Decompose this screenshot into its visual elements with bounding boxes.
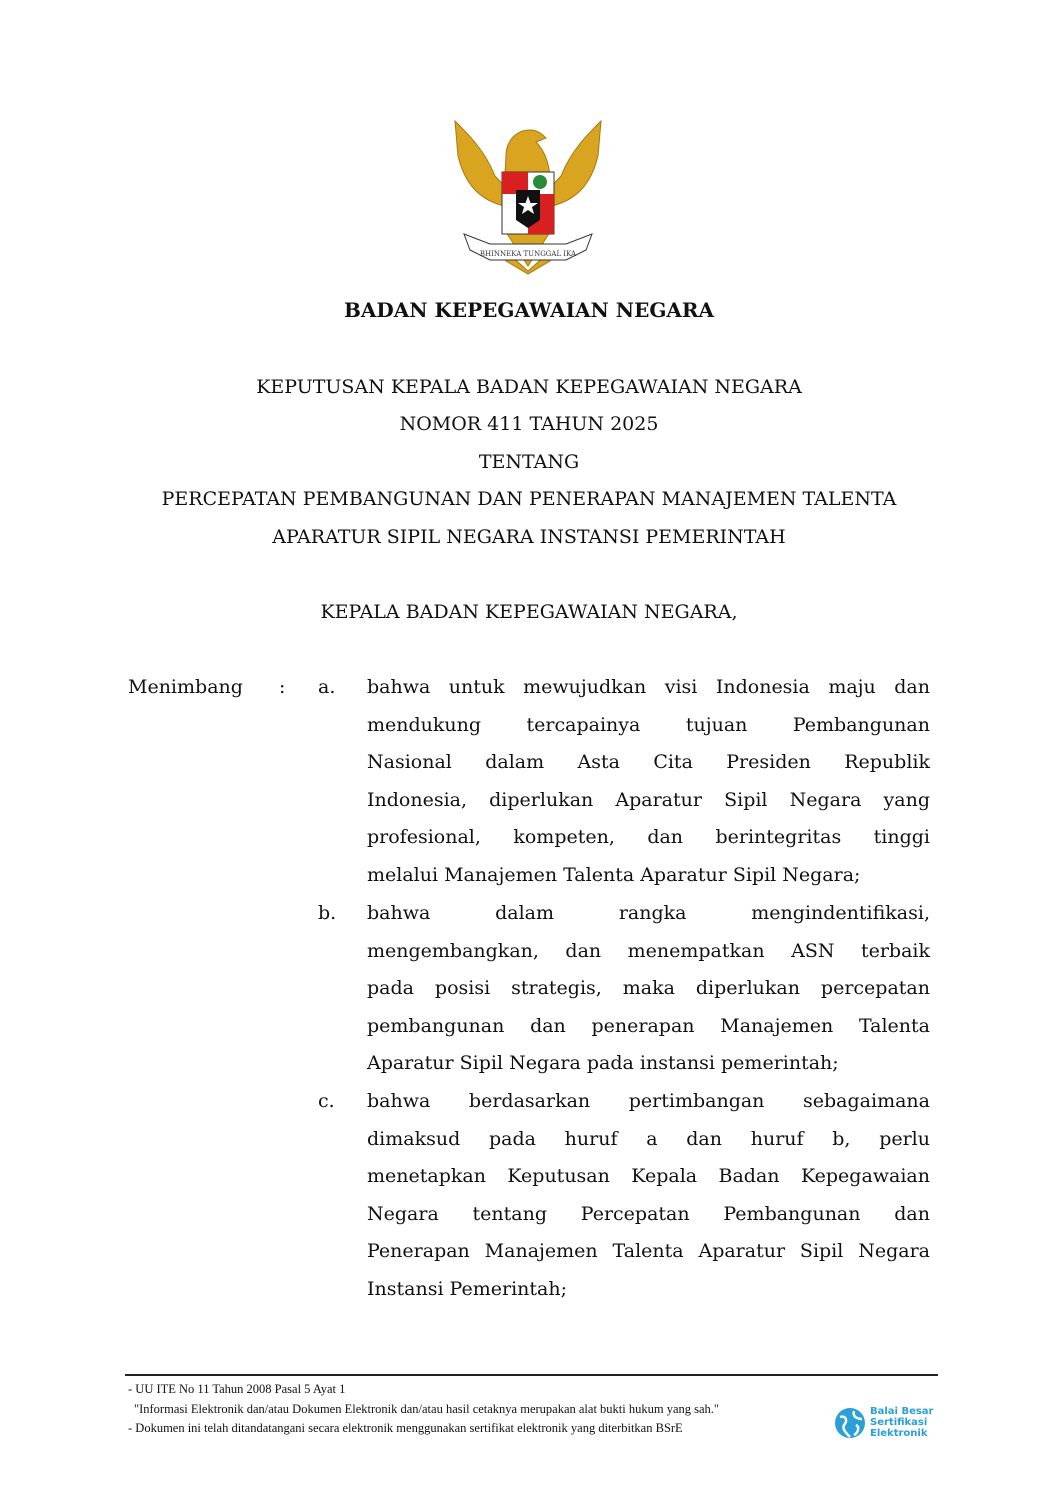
text-line: melalui Manajemen Talenta Aparatur Sipil Negara; [367,863,861,886]
footer-signature-note: - Dokumen ini telah ditandatangani secara elektronik menggunakan sertifikat elektronik yang diterbitkan BSrE [128,1421,683,1435]
text-line: mendukung tercapainya tujuan Pembangunan [367,713,930,736]
footer-law-reference: - UU ITE No 11 Tahun 2008 Pasal 5 Ayat 1 [128,1382,346,1396]
bsre-logo-line: Balai Besar [870,1406,934,1417]
text-line: profesional, kompeten, dan berintegritas tinggi [367,826,930,849]
item-letter-b: b. [318,902,337,924]
text-line: Penerapan Manajemen Talenta Aparatur Sipil Negara [367,1240,930,1263]
text-line: pada posisi strategis, maka diperlukan percepatan [367,977,930,1000]
text-line: bahwa berdasarkan pertimbangan sebagaimana [367,1090,930,1112]
globe-icon [834,1407,866,1439]
menimbang-item-a [367,669,930,895]
menimbang-label: Menimbang [128,676,243,698]
text-line: menetapkan Keputusan Kepala Badan Kepegawaian [367,1165,930,1188]
text-line: mengembangkan, dan menempatkan ASN terbaik [367,939,930,962]
menimbang-colon: : [279,676,286,698]
decree-subject-line-2: APARATUR SIPIL NEGARA INSTANSI PEMERINTAH [272,526,786,548]
menimbang-item-c [367,1083,930,1309]
text-line: Instansi Pemerintah; [367,1277,567,1300]
text-line: pembangunan dan penerapan Manajemen Talenta [367,1014,930,1037]
svg-text:BHINNEKA TUNGGAL IKA: BHINNEKA TUNGGAL IKA [479,250,577,258]
text-line: Negara tentang Percepatan Pembangunan dan [367,1202,930,1225]
garuda-emblem-icon [450,116,606,276]
decree-number: NOMOR 411 TAHUN 2025 [399,413,659,435]
bsre-logo-line: Elektronik [870,1428,928,1439]
text-line: Indonesia, diperlukan Aparatur Sipil Negara yang [367,788,930,811]
decree-subject-line-1: PERCEPATAN PEMBANGUNAN DAN PENERAPAN MANAJEMEN TALENTA [161,488,897,510]
footer-divider [125,1374,938,1376]
signatory-title: KEPALA BADAN KEPEGAWAIAN NEGARA, [320,601,738,623]
menimbang-item-b [367,895,930,1083]
item-letter-a: a. [318,676,336,698]
text-line: bahwa dalam rangka mengindentifikasi, [367,902,930,924]
institution-name: BADAN KEPEGAWAIAN NEGARA [343,298,715,322]
item-letter-c: c. [318,1090,335,1112]
decree-title: KEPUTUSAN KEPALA BADAN KEPEGAWAIAN NEGARA [256,376,802,398]
text-line: bahwa untuk mewujudkan visi Indonesia maju dan [367,676,930,698]
text-line: dimaksud pada huruf a dan huruf b, perlu [367,1127,930,1150]
text-line: Aparatur Sipil Negara pada instansi pemerintah; [367,1052,839,1075]
bsre-logo-line: Sertifikasi [870,1417,928,1428]
bsre-logo [834,1406,934,1439]
decree-about: TENTANG [478,451,580,473]
footer-law-quote: "Informasi Elektronik dan/atau Dokumen Elektronik dan/atau hasil cetaknya merupakan alat bukti hukum yang sah." [134,1402,720,1416]
text-line: Nasional dalam Asta Cita Presiden Republik [367,751,930,774]
